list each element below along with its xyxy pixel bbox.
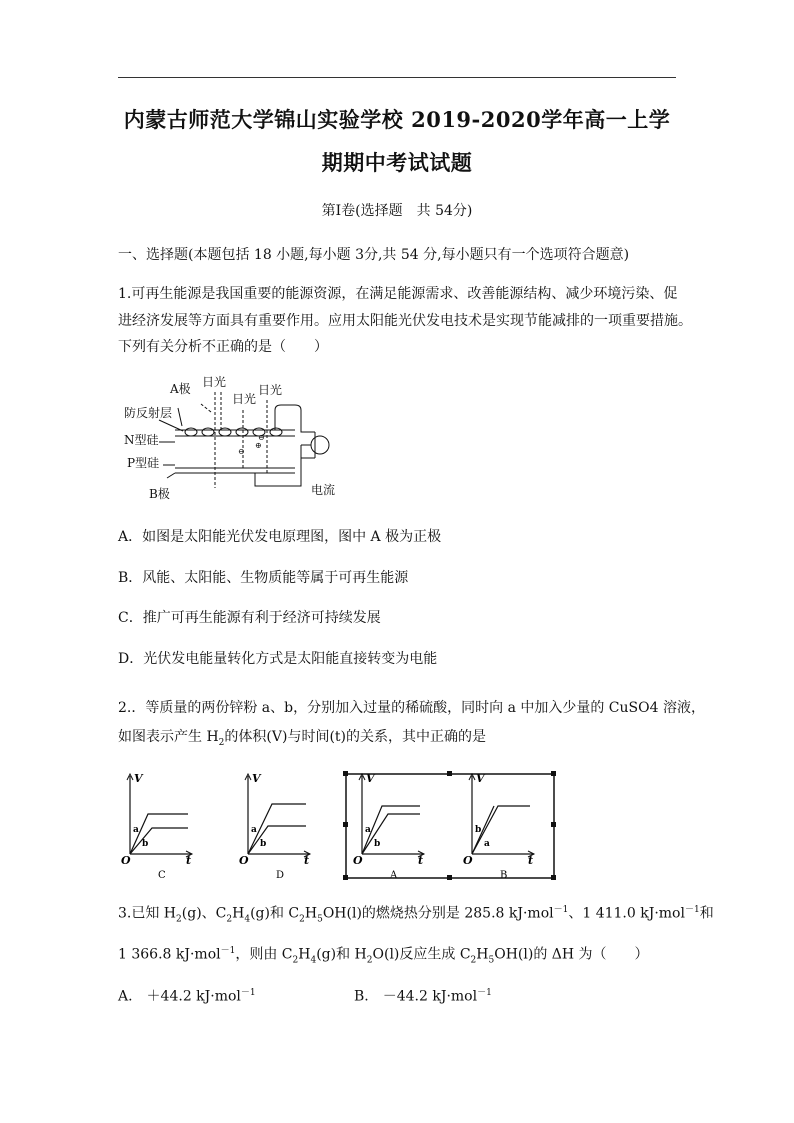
electrode-dot <box>202 428 214 436</box>
y-axis-label: V <box>476 772 485 785</box>
x-axis-label: t <box>186 854 192 867</box>
curve-label-upper: a <box>133 825 139 835</box>
x-axis-label: t <box>304 854 310 867</box>
curve-label-upper: b <box>475 825 482 835</box>
q3-stem-line1: 3.已知 $H_2(g)$、$C_2H_4(g)$和 $C_2H_5OH(l)$的燃烧热分别是 285.8 kJ·mol$^{-1}$、1 411.0 kJ·mol$^{-1}$和 <box>118 905 714 925</box>
document-title-line1: 内蒙古师范大学锦山实验学校 2019-2020学年高一上学 <box>123 107 671 132</box>
q3-option-a: A. ＋44.2 kJ·mol$^{-1}$ <box>118 988 256 1005</box>
y-axis-label: V <box>366 772 375 785</box>
label-p-silicon: P型硅 <box>127 456 160 470</box>
curve-label-lower: b <box>260 839 267 849</box>
curve-label-upper: a <box>365 825 371 835</box>
electrode-dot <box>236 428 248 436</box>
x-axis-label: t <box>418 854 424 867</box>
a-pole-arrow <box>178 408 182 426</box>
graph-caption: B <box>500 870 508 881</box>
curve-label-upper: a <box>251 825 257 835</box>
q1-stem-line3: 下列有关分析不正确的是（ ） <box>118 339 328 355</box>
y-axis-label: V <box>134 772 143 785</box>
q1-stem-line2: 进经济发展等方面具有重要作用。应用太阳能光伏发电技术是实现节能减排的一项重要措施。 <box>118 313 692 329</box>
graph-caption: D <box>276 870 285 881</box>
q1-option-d: D．光伏发电能量转化方式是太阳能直接转变为电能 <box>118 651 438 667</box>
q3-stem-line2: 1 366.8 kJ·mol$^{-1}$，则由 $C_2H_4(g)$和 $H_2O(l)$反应生成 $C_2H_5OH(l)$的 ΔH 为（ ） <box>118 946 649 966</box>
origin-label: O <box>463 854 473 867</box>
bulb <box>311 436 329 454</box>
q2-stem-line1: 2.．等质量的两份锌粉 a、b，分别加入过量的稀硫酸，同时向 a 中加入少量的 CuSO4 溶液， <box>118 700 705 716</box>
q1-option-b: B．风能、太阳能、生物质能等属于可再生能源 <box>118 570 409 586</box>
svg-text:⊖: ⊖ <box>238 447 245 456</box>
y-axis-label: V <box>252 772 261 785</box>
q1-option-c: C．推广可再生能源有利于经济可持续发展 <box>118 610 381 626</box>
label-sunlight-2: 日光 <box>232 392 257 406</box>
selection-frame <box>346 774 554 878</box>
label-n-silicon: N型硅 <box>124 433 159 447</box>
q1-option-a: A．如图是太阳能光伏发电原理图，图中 A 极为正极 <box>118 529 442 545</box>
electrode-dot <box>270 428 282 436</box>
graph-B <box>463 772 534 881</box>
graph-caption: C <box>158 870 166 881</box>
label-a-pole: A极 <box>170 382 191 396</box>
section-heading: 第Ⅰ卷(选择题 共 54分) <box>321 203 473 219</box>
graph-caption: A <box>390 870 398 881</box>
svg-text:⊖: ⊖ <box>258 433 265 442</box>
selection-handles <box>343 771 556 880</box>
q3-option-b: B. －44.2 kJ·mol$^{-1}$ <box>354 988 492 1005</box>
label-sunlight-1: 日光 <box>202 375 227 389</box>
curve-label-lower: a <box>484 839 490 849</box>
graph-A <box>353 772 424 881</box>
circuit-wire-top <box>275 405 315 432</box>
x-axis-label: t <box>528 854 534 867</box>
electrode-dot <box>185 428 197 436</box>
label-sunlight-3: 日光 <box>258 383 283 397</box>
label-current: 电流 <box>311 483 336 497</box>
part1-heading: 一、选择题(本题包括 18 小题,每小题 3分,共 54 分,每小题只有一个选项符合题意) <box>118 247 630 263</box>
q2-stem-line2: 如图表示产生 $H_2$的体积(V)与时间(t)的关系，其中正确的是 <box>118 729 486 748</box>
q1-stem-line1: 1.可再生能源是我国重要的能源资源，在满足能源需求、改善能源结构、减少环境污染、促 <box>118 286 678 302</box>
svg-text:⊕: ⊕ <box>255 441 262 450</box>
label-b-pole: B极 <box>149 487 170 501</box>
graph-D <box>239 772 310 881</box>
curve-label-lower: b <box>374 839 381 849</box>
origin-label: O <box>239 854 249 867</box>
origin-label: O <box>353 854 363 867</box>
q2-graphs <box>118 768 558 886</box>
graph-C <box>121 772 192 881</box>
solar-cell-diagram <box>115 370 355 505</box>
document-title-line2: 期期中考试试题 <box>321 150 473 175</box>
origin-label: O <box>121 854 131 867</box>
curve-label-lower: b <box>142 839 149 849</box>
top-rule <box>118 77 676 78</box>
label-antireflection: 防反射层 <box>124 406 173 420</box>
circuit-wire-bottom <box>255 458 315 486</box>
